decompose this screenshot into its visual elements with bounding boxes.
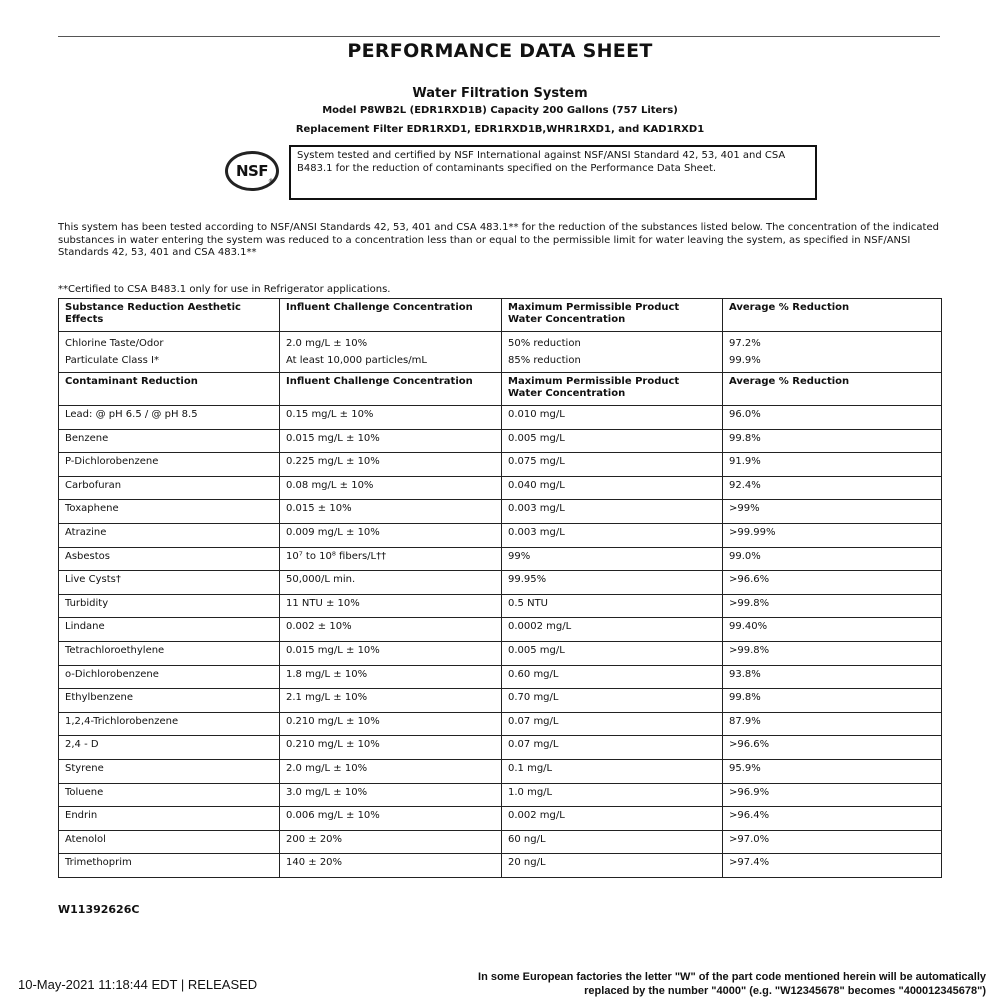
- aesthetic-value: 50% reduction: [508, 338, 581, 349]
- table-row-cell-1: 10⁷ to 10⁸ fibers/L††: [280, 547, 502, 571]
- table-row-cell-1: 0.210 mg/L ± 10%: [280, 736, 502, 760]
- table-row-cell-0: Live Cysts†: [59, 571, 280, 595]
- table-row: [59, 523, 942, 547]
- table-row-cell-2: 0.07 mg/L: [502, 736, 723, 760]
- table-row-cell-3: 95.9%: [723, 759, 942, 783]
- table-row-cell-2: 0.075 mg/L: [502, 453, 723, 477]
- table-row: [59, 759, 942, 783]
- intro-paragraph: This system has been tested according to NSF/ANSI Standards 42, 53, 401 and CSA 483.1** for the reduction of the substances listed below. The concentration of the indicated substances in water entering the system was reduced to a concentration less than or equal to the permissible limit for water leaving the system, as specified in NSF/ANSI Standards 42, 53, 401 and CSA 483.1**: [58, 222, 939, 258]
- table-row-cell-2: 0.003 mg/L: [502, 523, 723, 547]
- table-row-cell-0: Endrin: [59, 807, 280, 831]
- aesthetic-value: 2.0 mg/L ± 10%: [286, 338, 368, 349]
- csa-certification-note: **Certified to CSA B483.1 only for use in Refrigerator applications.: [58, 284, 391, 295]
- aesthetic-header-row-cell-0: Substance Reduction Aesthetic Effects: [59, 299, 280, 332]
- table-row-cell-2: 0.005 mg/L: [502, 429, 723, 453]
- table-row-cell-1: 0.225 mg/L ± 10%: [280, 453, 502, 477]
- table-row-cell-3: 91.9%: [723, 453, 942, 477]
- table-row-cell-1: 0.210 mg/L ± 10%: [280, 712, 502, 736]
- table-row-cell-3: 99.0%: [723, 547, 942, 571]
- table-row: [59, 453, 942, 477]
- table-row-cell-1: 11 NTU ± 10%: [280, 594, 502, 618]
- table-row-cell-3: >96.9%: [723, 783, 942, 807]
- table-row-cell-3: >99.99%: [723, 523, 942, 547]
- table-row-cell-3: 92.4%: [723, 476, 942, 500]
- table-row-cell-1: 140 ± 20%: [280, 854, 502, 878]
- aesthetic-value: 85% reduction: [508, 355, 581, 366]
- table-row-cell-0: Toxaphene: [59, 500, 280, 524]
- table-row-cell-1: 1.8 mg/L ± 10%: [280, 665, 502, 689]
- table-row-cell-3: 96.0%: [723, 406, 942, 430]
- aesthetic-header-row-cell-1: Influent Challenge Concentration: [280, 299, 502, 332]
- top-rule: [58, 36, 940, 37]
- aesthetic-value: Chlorine Taste/Odor: [65, 338, 164, 349]
- footer-note: [350, 970, 986, 998]
- table-row-cell-0: Turbidity: [59, 594, 280, 618]
- table-row-cell-1: 0.015 mg/L ± 10%: [280, 641, 502, 665]
- table-row-cell-2: 0.010 mg/L: [502, 406, 723, 430]
- table-row-cell-0: Tetrachloroethylene: [59, 641, 280, 665]
- table-row: [59, 736, 942, 760]
- table-row-cell-1: 50,000/L min.: [280, 571, 502, 595]
- table-row: [59, 641, 942, 665]
- system-name: Water Filtration System: [412, 86, 588, 101]
- table-row-cell-2: 99%: [502, 547, 723, 571]
- table-row-cell-0: Lead: @ pH 6.5 / @ pH 8.5: [59, 406, 280, 430]
- table-row: [59, 665, 942, 689]
- table-row-cell-1: 200 ± 20%: [280, 830, 502, 854]
- table-row: [59, 547, 942, 571]
- table-row: [59, 783, 942, 807]
- table-row-cell-2: 1.0 mg/L: [502, 783, 723, 807]
- part-number: W11392626C: [58, 903, 140, 916]
- nsf-logo-icon: [225, 151, 279, 191]
- replacement-filter-line: Replacement Filter EDR1RXD1, EDR1RXD1B,WHR1RXD1, and KAD1RXD1: [295, 124, 705, 135]
- table-row-cell-0: Atenolol: [59, 830, 280, 854]
- performance-table-body: [59, 299, 942, 878]
- aesthetic-header-row-cell-3: Average % Reduction: [723, 299, 942, 332]
- contaminant-header-row-cell-3: Average % Reduction: [723, 373, 942, 406]
- table-row-cell-1: 3.0 mg/L ± 10%: [280, 783, 502, 807]
- certification-box: System tested and certified by NSF International against NSF/ANSI Standard 42, 53, 401 and CSA B483.1 for the reduction of contaminants specified on the Performance Data Sheet.: [289, 145, 817, 200]
- table-row-cell-1: 0.009 mg/L ± 10%: [280, 523, 502, 547]
- contaminant-header-row: [59, 373, 942, 406]
- table-row-cell-3: >96.6%: [723, 571, 942, 595]
- table-row-cell-2: 0.1 mg/L: [502, 759, 723, 783]
- table-row-cell-1: 2.1 mg/L ± 10%: [280, 689, 502, 713]
- table-row-cell-2: 0.005 mg/L: [502, 641, 723, 665]
- table-row-cell-0: 1,2,4-Trichlorobenzene: [59, 712, 280, 736]
- footer-note-line-1: In some European factories the letter "W" of the part code mentioned herein will be automatically: [478, 971, 986, 983]
- table-row: [59, 712, 942, 736]
- table-row-cell-2: 0.70 mg/L: [502, 689, 723, 713]
- nsf-logo-text: NSF: [235, 162, 269, 180]
- table-row: [59, 807, 942, 831]
- table-row-cell-0: Atrazine: [59, 523, 280, 547]
- registered-mark: ®: [268, 178, 274, 185]
- table-row-cell-1: 2.0 mg/L ± 10%: [280, 759, 502, 783]
- table-row-cell-3: 99.40%: [723, 618, 942, 642]
- table-row-cell-2: 0.002 mg/L: [502, 807, 723, 831]
- table-row-cell-0: Ethylbenzene: [59, 689, 280, 713]
- table-row-cell-3: >96.6%: [723, 736, 942, 760]
- table-row-cell-1: 0.002 ± 10%: [280, 618, 502, 642]
- table-row-cell-0: Carbofuran: [59, 476, 280, 500]
- table-row-cell-2: 0.5 NTU: [502, 594, 723, 618]
- table-row-cell-2: 60 ng/L: [502, 830, 723, 854]
- aesthetic-cell-3: [723, 332, 942, 373]
- table-row-cell-0: P-Dichlorobenzene: [59, 453, 280, 477]
- aesthetic-header-row: [59, 299, 942, 332]
- aesthetic-header-row-cell-2: Maximum Permissible Product Water Concentration: [502, 299, 723, 332]
- table-row: [59, 429, 942, 453]
- table-row-cell-3: 87.9%: [723, 712, 942, 736]
- aesthetic-cell-1: [280, 332, 502, 373]
- contaminant-header-row-cell-0: Contaminant Reduction: [59, 373, 280, 406]
- model-line: Model P8WB2L (EDR1RXD1B) Capacity 200 Gallons (757 Liters): [322, 105, 678, 116]
- aesthetic-value: At least 10,000 particles/mL: [286, 355, 427, 366]
- table-row-cell-0: Benzene: [59, 429, 280, 453]
- performance-table: [58, 298, 942, 878]
- table-row-cell-1: 0.015 ± 10%: [280, 500, 502, 524]
- table-row: [59, 406, 942, 430]
- footer-note-line-2: replaced by the number "4000" (e.g. "W12345678" becomes "400012345678"): [584, 985, 986, 997]
- table-row: [59, 854, 942, 878]
- table-row-cell-2: 0.07 mg/L: [502, 712, 723, 736]
- table-row-cell-0: Styrene: [59, 759, 280, 783]
- table-row-cell-0: Lindane: [59, 618, 280, 642]
- table-row-cell-2: 99.95%: [502, 571, 723, 595]
- table-row-cell-2: 0.0002 mg/L: [502, 618, 723, 642]
- table-row-cell-3: >96.4%: [723, 807, 942, 831]
- table-row-cell-3: >99%: [723, 500, 942, 524]
- table-row-cell-2: 0.60 mg/L: [502, 665, 723, 689]
- table-row: [59, 571, 942, 595]
- table-row-cell-0: Trimethoprim: [59, 854, 280, 878]
- table-row: [59, 476, 942, 500]
- page-title: PERFORMANCE DATA SHEET: [347, 40, 653, 62]
- table-row-cell-0: Toluene: [59, 783, 280, 807]
- aesthetic-cell-0: [59, 332, 280, 373]
- aesthetic-value: 99.9%: [729, 355, 761, 366]
- table-row-cell-1: 0.006 mg/L ± 10%: [280, 807, 502, 831]
- aesthetic-value: 97.2%: [729, 338, 761, 349]
- table-row-cell-2: 0.003 mg/L: [502, 500, 723, 524]
- table-row-cell-3: 93.8%: [723, 665, 942, 689]
- contaminant-header-row-cell-1: Influent Challenge Concentration: [280, 373, 502, 406]
- table-row-cell-1: 0.15 mg/L ± 10%: [280, 406, 502, 430]
- table-row-cell-3: 99.8%: [723, 689, 942, 713]
- table-row-cell-1: 0.08 mg/L ± 10%: [280, 476, 502, 500]
- aesthetic-value: Particulate Class I*: [65, 355, 159, 366]
- table-row: [59, 618, 942, 642]
- aesthetic-data-row: [59, 332, 942, 373]
- table-row-cell-0: o-Dichlorobenzene: [59, 665, 280, 689]
- table-row-cell-2: 0.040 mg/L: [502, 476, 723, 500]
- table-row-cell-2: 20 ng/L: [502, 854, 723, 878]
- table-row-cell-3: >99.8%: [723, 641, 942, 665]
- table-row: [59, 689, 942, 713]
- table-row-cell-3: >97.0%: [723, 830, 942, 854]
- contaminant-header-row-cell-2: Maximum Permissible Product Water Concentration: [502, 373, 723, 406]
- table-row-cell-3: 99.8%: [723, 429, 942, 453]
- table-row: [59, 500, 942, 524]
- table-row: [59, 594, 942, 618]
- table-row: [59, 830, 942, 854]
- table-row-cell-1: 0.015 mg/L ± 10%: [280, 429, 502, 453]
- table-row-cell-3: >99.8%: [723, 594, 942, 618]
- table-row-cell-0: 2,4 - D: [59, 736, 280, 760]
- table-row-cell-0: Asbestos: [59, 547, 280, 571]
- release-stamp: 10-May-2021 11:18:44 EDT | RELEASED: [18, 977, 258, 992]
- aesthetic-cell-2: [502, 332, 723, 373]
- table-row-cell-3: >97.4%: [723, 854, 942, 878]
